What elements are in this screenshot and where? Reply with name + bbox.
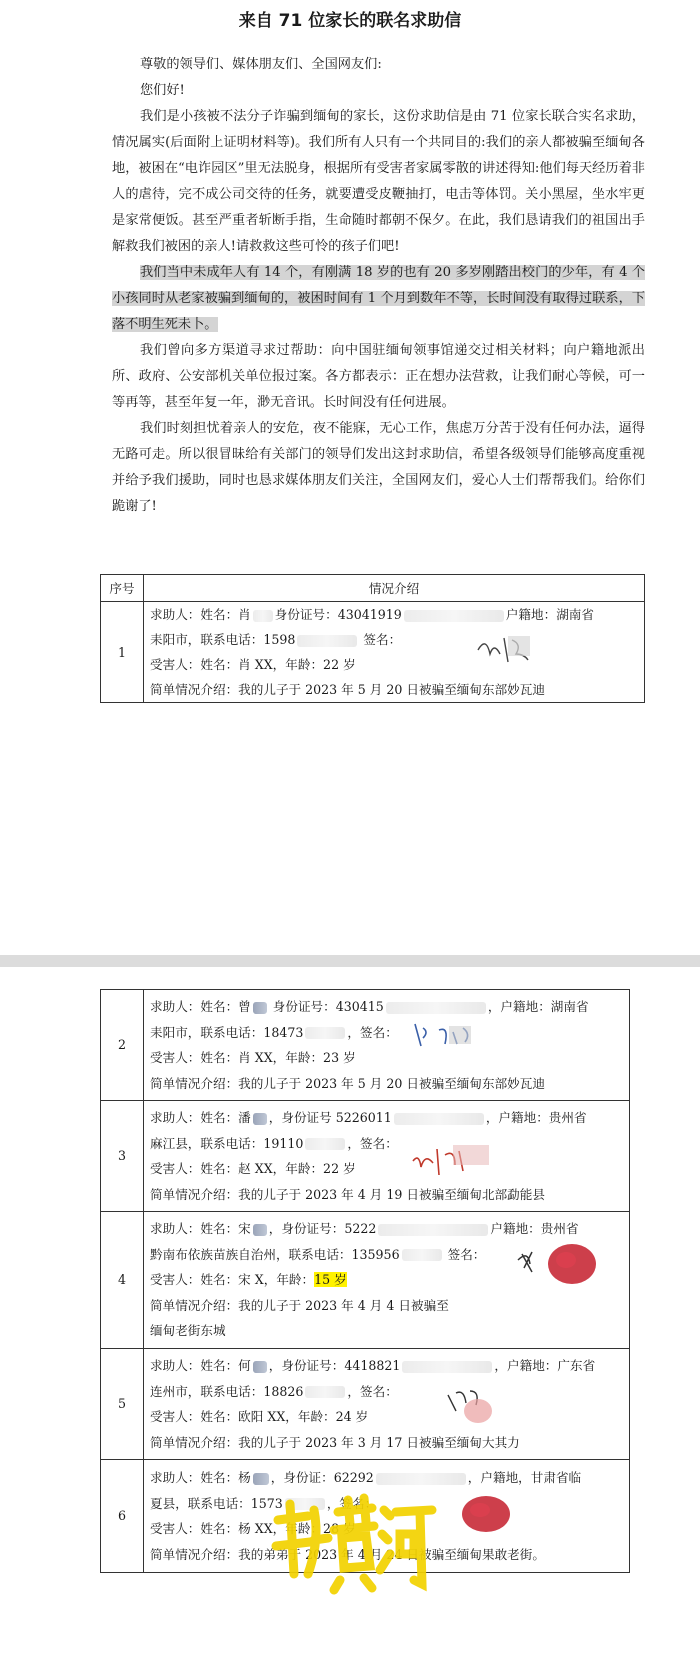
case-summary: 简单情况介绍：我的儿子于 2023 年 5 月 20 日被骗至缅甸东部妙瓦迪 bbox=[150, 1075, 545, 1091]
handwritten-signature bbox=[409, 1018, 489, 1054]
row-info bbox=[144, 1212, 630, 1349]
letter-title: 来自 71 位家长的联名求助信 bbox=[238, 11, 462, 31]
handwritten-signature bbox=[409, 1141, 499, 1181]
victim-info: 受害人：姓名：赵 XX，年龄：22 岁 bbox=[150, 1161, 356, 1176]
victim-info: 受害人：姓名：欧阳 XX，年龄：24 岁 bbox=[150, 1409, 369, 1424]
victim-info: 受害人：姓名：肖 XX，年龄：22 岁 bbox=[150, 657, 356, 672]
row-number: 6 bbox=[101, 1460, 144, 1573]
table-row bbox=[101, 602, 645, 703]
applicant-table-page-1 bbox=[100, 574, 645, 703]
handwritten-signature bbox=[474, 630, 534, 666]
case-summary-cont: 缅甸老街东城 bbox=[150, 1323, 226, 1339]
applicant-id: ，身份证号：4418821 bbox=[268, 1358, 401, 1373]
table-row bbox=[101, 1349, 630, 1460]
applicant-origin: ，户籍地，甘肃省临 bbox=[467, 1470, 582, 1485]
applicant-id: ，身份证：62292 bbox=[270, 1470, 374, 1485]
applicant-phone: 耒阳市，联系电话：1598 bbox=[150, 632, 296, 647]
table-row bbox=[101, 1212, 630, 1349]
col-header-info: 情况介绍 bbox=[144, 575, 645, 602]
applicant-phone: 黔南布依族苗族自治州，联系电话：135956 bbox=[150, 1246, 400, 1262]
letter-body bbox=[112, 52, 645, 520]
row-number: 3 bbox=[101, 1101, 144, 1212]
applicant-id: 身份证号：430415 bbox=[272, 999, 384, 1014]
applicant-id: ，身份证号 5226011 bbox=[268, 1110, 392, 1125]
row-number: 1 bbox=[101, 602, 144, 703]
salutation: 尊敬的领导们、媒体朋友们、全国网友们: bbox=[140, 57, 382, 72]
row-info bbox=[144, 1101, 630, 1212]
applicant-phone: 耒阳市，联系电话：18473 bbox=[150, 1024, 304, 1040]
table-row bbox=[101, 990, 630, 1101]
applicant-id: 身份证号：43041919 bbox=[274, 607, 402, 622]
applicant-id: ，身份证号：5222 bbox=[268, 1221, 377, 1237]
applicant-origin: ，户籍地：贵州省 bbox=[485, 1110, 587, 1125]
applicant-name: 求助人：姓名：杨 bbox=[150, 1470, 251, 1485]
paragraph-3: 我们曾向多方渠道寻求过帮助：向中国驻缅甸领事馆递交过相关材料；向户籍地派出所、政府、公安部机关单位报过案。各方都表示：正在想办法营救，让我们耐心等候，可一等再等，甚至年复一年，渺无音讯。长时间没有任何进展。 bbox=[112, 343, 645, 410]
paragraph-2 bbox=[112, 260, 645, 338]
table-row bbox=[101, 1101, 630, 1212]
applicant-name: 求助人：姓名：肖 bbox=[150, 607, 251, 622]
greeting: 您们好! bbox=[140, 83, 185, 98]
paragraph-4: 我们时刻担忧着亲人的安危，夜不能寐，无心工作，焦虑万分苦于没有任何办法，逼得无路可走。所以很冒昧给有关部门的领导们发出这封求助信，希望各级领导们能够高度重视并给予我们援助，同时也恳求媒体朋友们关注，全国网友们，爱心人士们帮帮我们。给你们跪谢了! bbox=[112, 421, 645, 514]
red-fingerprint-signature bbox=[514, 1238, 604, 1288]
signature-label: ，签名： bbox=[326, 1495, 378, 1511]
victim-info: 受害人：姓名：肖 XX，年龄：23 岁 bbox=[150, 1050, 356, 1065]
victim-age-highlight: 15 岁 bbox=[314, 1272, 347, 1288]
case-summary: 简单情况介绍：我的儿子于 2023 年 3 月 17 日被骗至缅甸大其力 bbox=[150, 1434, 520, 1450]
signature-label: 签名： bbox=[447, 1246, 486, 1262]
victim-info: 受害人：姓名：宋 X，年龄： bbox=[150, 1272, 315, 1288]
signature-label: ，签名： bbox=[347, 1135, 398, 1151]
applicant-origin: 户籍地：贵州省 bbox=[490, 1221, 579, 1237]
paragraph-2-highlight: 我们当中未成年人有 14 个，有刚满 18 岁的也有 20 多岁刚踏出校门的少年，有 4 个小孩同时从老家被骗到缅甸的，被困时间有 1 个月到数年不等，长时间没有取得过联系，下落不明生死未卜。 bbox=[112, 265, 645, 332]
signature-label: 签名： bbox=[363, 632, 402, 647]
row-number: 2 bbox=[101, 990, 144, 1101]
applicant-table-page-2 bbox=[100, 989, 630, 1573]
row-info bbox=[144, 1349, 630, 1460]
applicant-origin: ，户籍地：湖南省 bbox=[487, 999, 589, 1014]
red-fingerprint-signature bbox=[454, 1488, 524, 1538]
applicant-name: 求助人：姓名：宋 bbox=[150, 1221, 251, 1237]
case-summary: 简单情况介绍：我的儿子于 2023 年 4 月 4 日被骗至 bbox=[150, 1297, 449, 1313]
page-separator bbox=[0, 955, 700, 967]
applicant-phone: 麻江县，联系电话：19110 bbox=[150, 1135, 304, 1151]
victim-info: 受害人：姓名：杨 XX，年龄：28 岁 bbox=[150, 1521, 356, 1536]
row-info bbox=[144, 602, 645, 703]
signature-label: ，签名： bbox=[347, 1024, 398, 1040]
row-number: 4 bbox=[101, 1212, 144, 1349]
applicant-name: 求助人：姓名：何 bbox=[150, 1358, 251, 1373]
applicant-name: 求助人：姓名：潘 bbox=[150, 1110, 251, 1125]
row-number: 5 bbox=[101, 1349, 144, 1460]
xinhuanghe-watermark bbox=[268, 1490, 438, 1600]
signature-label: ，签名： bbox=[347, 1383, 398, 1399]
applicant-phone: 连州市，联系电话：18826 bbox=[150, 1383, 304, 1399]
paragraph-1: 我们是小孩被不法分子诈骗到缅甸的家长，这份求助信是由 71 位家长联合实名求助，情况属实(后面附上证明材料等)。我们所有人只有一个共同目的:我们的亲人都被骗至缅甸各地，被困在“电诈园区”里无法脱身，根据所有受害者家属零散的讲述得知:他们每天经历着非人的虐待，完不成公司交待的任务，就要遭受皮鞭抽打，电击等体罚。关小黑屋，坐水牢更是家常便饭。甚至严重者斩断手指，生命随时都朝不保夕。在此，我们恳请我们的祖国出手解救我们被困的亲人!请救救这些可怜的孩子们吧! bbox=[112, 109, 645, 254]
handwritten-signature bbox=[444, 1379, 504, 1429]
case-summary: 简单情况介绍：我的弟弟于 2023 年 4 月 24 日被骗至缅甸果敢老街。 bbox=[150, 1546, 545, 1562]
case-summary: 简单情况介绍：我的儿子于 2023 年 5 月 20 日被骗至缅甸东部妙瓦迪 bbox=[150, 682, 545, 697]
case-summary: 简单情况介绍：我的儿子于 2023 年 4 月 19 日被骗至缅甸北部勐能县 bbox=[150, 1186, 545, 1202]
applicant-origin: 户籍地：湖南省 bbox=[505, 607, 594, 622]
col-header-no: 序号 bbox=[101, 575, 144, 602]
row-info bbox=[144, 990, 630, 1101]
applicant-name: 求助人：姓名：曾 bbox=[150, 999, 251, 1014]
applicant-origin: ，户籍地：广东省 bbox=[494, 1358, 596, 1373]
applicant-phone: 夏县，联系电话：1573 bbox=[150, 1495, 283, 1511]
